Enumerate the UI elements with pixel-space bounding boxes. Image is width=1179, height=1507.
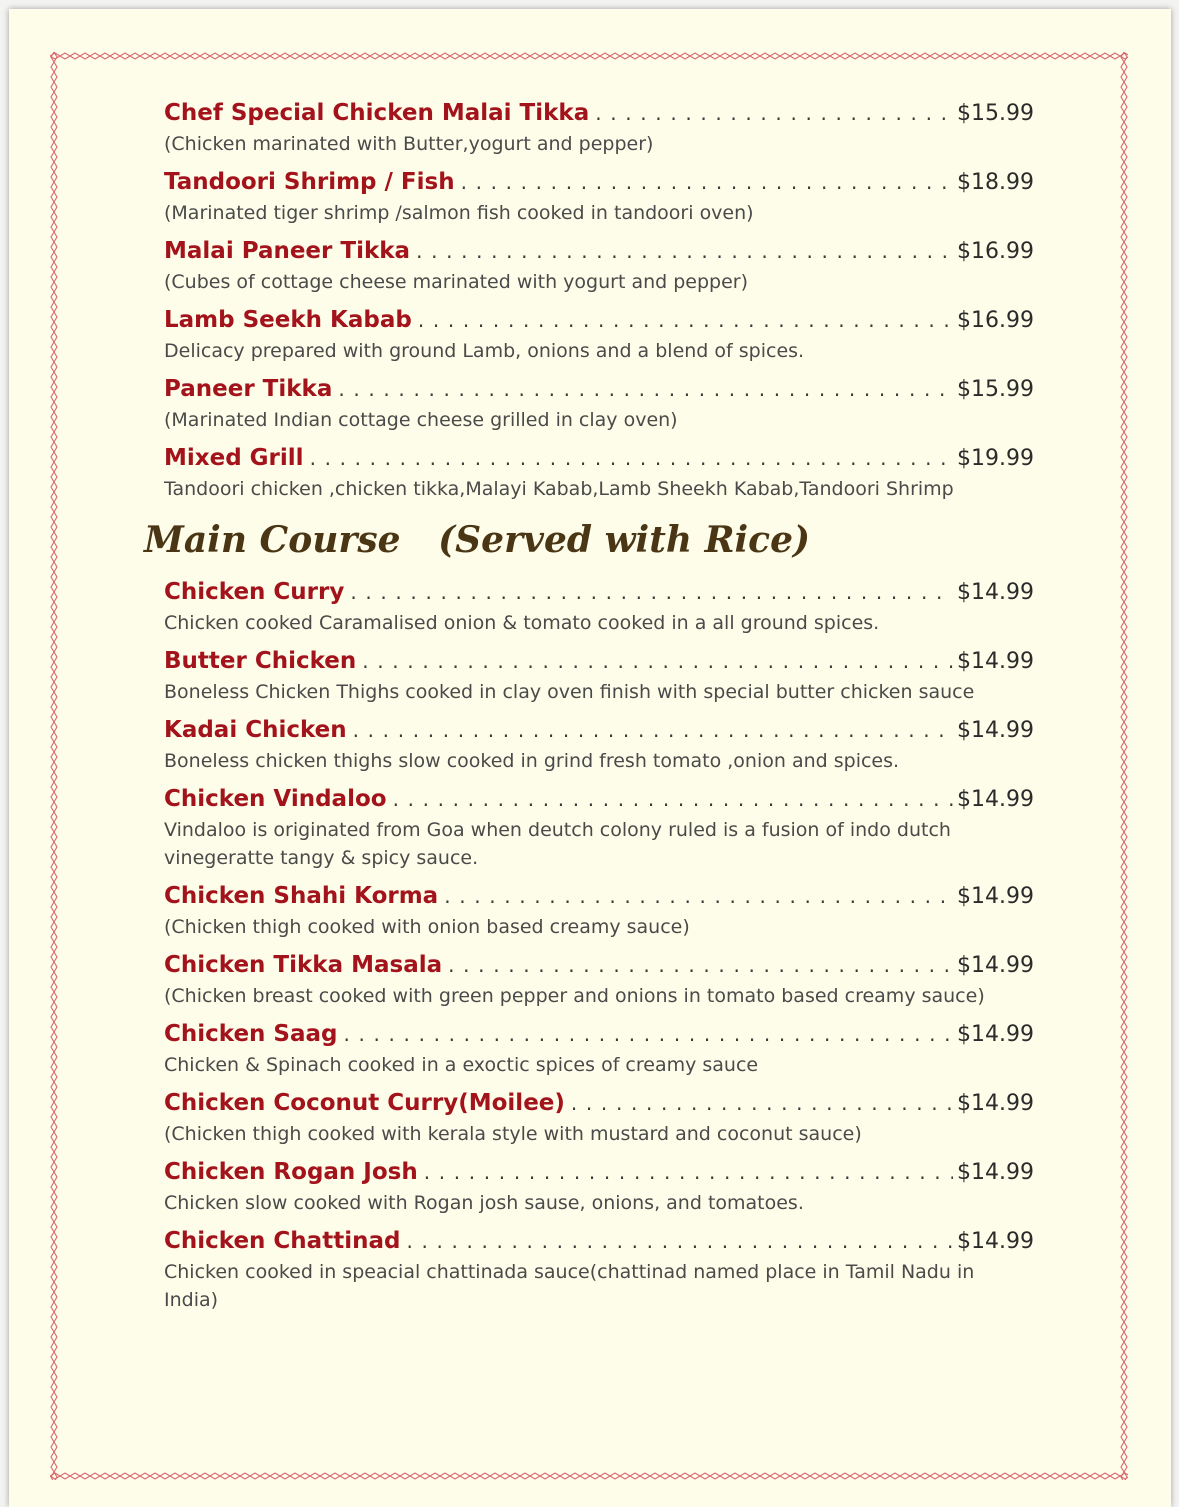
menu-content xyxy=(144,96,1034,1321)
item-description: (Marinated Indian cottage cheese grilled in clay oven) xyxy=(164,409,678,431)
item-description: Delicacy prepared with ground Lamb, onions and a blend of spices. xyxy=(164,340,805,362)
item-price: $14.99 xyxy=(957,1091,1034,1116)
dot-leader xyxy=(416,234,953,268)
item-name: Chicken Tikka Masala xyxy=(164,952,443,978)
menu-item xyxy=(164,372,1034,434)
item-price: $16.99 xyxy=(957,308,1034,333)
item-name: Chicken Curry xyxy=(164,579,345,605)
item-price: $14.99 xyxy=(957,649,1034,674)
item-name: Kadai Chicken xyxy=(164,717,347,743)
item-description: (Chicken marinated with Butter,yogurt and pepper) xyxy=(164,133,654,155)
item-price: $18.99 xyxy=(957,170,1034,195)
item-description: Chicken & Spinach cooked in a exoctic spices of creamy sauce xyxy=(164,1054,759,1076)
dot-leader xyxy=(406,1224,953,1258)
menu-item xyxy=(164,782,1034,872)
menu-section-tandoori xyxy=(164,96,1034,503)
item-price: $19.99 xyxy=(957,446,1034,471)
dot-leader xyxy=(418,303,953,337)
item-price: $15.99 xyxy=(957,101,1034,126)
item-name: Mixed Grill xyxy=(164,445,304,471)
item-description: (Chicken breast cooked with green pepper and onions in tomato based creamy sauce) xyxy=(164,985,985,1007)
item-price: $14.99 xyxy=(957,953,1034,978)
menu-item xyxy=(164,713,1034,775)
dot-leader xyxy=(424,1155,953,1189)
item-description: Boneless chicken thighs slow cooked in grind fresh tomato ,onion and spices. xyxy=(164,750,900,772)
item-description: (Marinated tiger shrimp /salmon fish cooked in tandoori oven) xyxy=(164,202,754,224)
item-price: $14.99 xyxy=(957,787,1034,812)
item-name: Lamb Seekh Kabab xyxy=(164,307,412,333)
item-description: Tandoori chicken ,chicken tikka,Malayi Kabab,Lamb Sheekh Kabab,Tandoori Shrimp xyxy=(164,478,954,500)
item-name: Chicken Chattinad xyxy=(164,1228,401,1254)
menu-item xyxy=(164,234,1034,296)
item-description: (Chicken thigh cooked with onion based creamy sauce) xyxy=(164,916,690,938)
dot-leader xyxy=(595,96,953,130)
item-description: Chicken cooked in speacial chattinada sauce(chattinad named place in Tamil Nadu in India) xyxy=(164,1261,975,1311)
item-description: Chicken slow cooked with Rogan josh sause, onions, and tomatoes. xyxy=(164,1192,804,1214)
item-price: $14.99 xyxy=(957,1160,1034,1185)
menu-item xyxy=(164,165,1034,227)
dot-leader xyxy=(344,1017,954,1051)
section-title: Main Course (Served with Rice) xyxy=(144,519,811,561)
menu-item xyxy=(164,441,1034,503)
dot-leader xyxy=(338,372,953,406)
item-name: Butter Chicken xyxy=(164,648,357,674)
item-price: $14.99 xyxy=(957,718,1034,743)
menu-item xyxy=(164,879,1034,941)
item-price: $14.99 xyxy=(957,580,1034,605)
item-description: (Chicken thigh cooked with kerala style with mustard and coconut sauce) xyxy=(164,1123,862,1145)
item-price: $14.99 xyxy=(957,1229,1034,1254)
menu-item xyxy=(164,1086,1034,1148)
item-name: Chicken Rogan Josh xyxy=(164,1159,418,1185)
item-description: Boneless Chicken Thighs cooked in clay oven finish with special butter chicken sauce xyxy=(164,681,975,703)
item-name: Chef Special Chicken Malai Tikka xyxy=(164,100,590,126)
menu-item xyxy=(164,1017,1034,1079)
border-left xyxy=(50,52,58,1480)
dot-leader xyxy=(461,165,953,199)
item-name: Chicken Shahi Korma xyxy=(164,883,439,909)
item-price: $14.99 xyxy=(957,1022,1034,1047)
dot-leader xyxy=(310,441,953,475)
menu-item xyxy=(164,1224,1034,1314)
menu-item xyxy=(164,303,1034,365)
item-name: Chicken Coconut Curry(Moilee) xyxy=(164,1090,565,1116)
dot-leader xyxy=(362,644,953,678)
border-top xyxy=(50,52,1128,60)
dot-leader xyxy=(393,782,953,816)
item-price: $14.99 xyxy=(957,884,1034,909)
menu-item xyxy=(164,1155,1034,1217)
dot-leader xyxy=(571,1086,953,1120)
menu-item xyxy=(164,96,1034,158)
border-right xyxy=(1120,52,1128,1480)
item-name: Paneer Tikka xyxy=(164,376,333,402)
menu-section-main-course xyxy=(144,519,1034,1314)
item-name: Chicken Saag xyxy=(164,1021,338,1047)
item-name: Chicken Vindaloo xyxy=(164,786,387,812)
item-name: Tandoori Shrimp / Fish xyxy=(164,169,455,195)
dot-leader xyxy=(350,575,953,609)
item-price: $16.99 xyxy=(957,239,1034,264)
dot-leader xyxy=(444,879,953,913)
item-description: Chicken cooked Caramalised onion & tomato cooked in a all ground spices. xyxy=(164,612,880,634)
item-description: (Cubes of cottage cheese marinated with yogurt and pepper) xyxy=(164,271,749,293)
item-description: Vindaloo is originated from Goa when deutch colony ruled is a fusion of indo dutch vinegeratte tangy & spicy sauce. xyxy=(164,819,951,869)
menu-item xyxy=(164,644,1034,706)
item-price: $15.99 xyxy=(957,377,1034,402)
item-name: Malai Paneer Tikka xyxy=(164,238,411,264)
menu-item xyxy=(164,948,1034,1010)
border-bottom xyxy=(50,1472,1128,1480)
dot-leader xyxy=(448,948,953,982)
dot-leader xyxy=(353,713,953,747)
menu-item xyxy=(164,575,1034,637)
